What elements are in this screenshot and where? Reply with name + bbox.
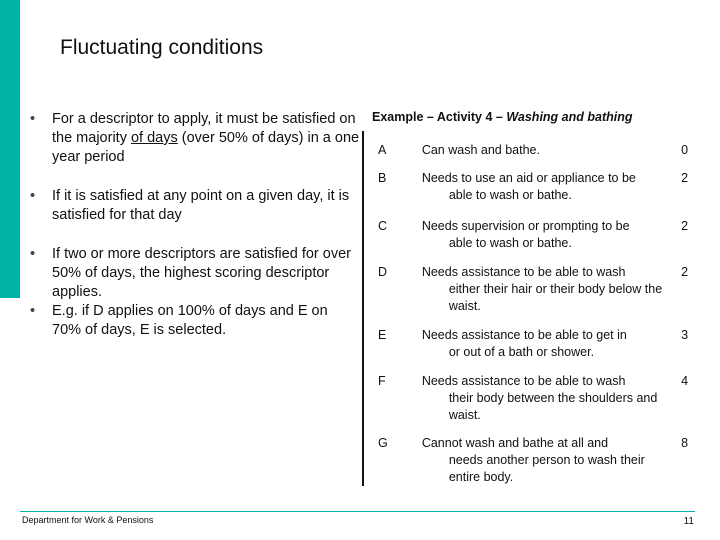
bullet-text: (over 50% of days) in a one year period — [52, 130, 360, 165]
descriptor-text-continuation: their body between the shoulders and waist. — [448, 391, 658, 422]
bullet-item — [30, 110, 360, 167]
descriptor-letter: B — [363, 159, 414, 207]
bullet-text: If two or more descriptors are satisfied for over 50% of days, the highest scoring descriptor applies. — [52, 246, 351, 300]
descriptor-text-first-line: Needs assistance to be able to wash — [421, 374, 626, 388]
footer-divider — [20, 511, 695, 512]
descriptor-row — [363, 131, 696, 159]
descriptor-text-first-line: Needs supervision or prompting to be — [421, 219, 630, 233]
descriptor-table — [362, 131, 696, 486]
descriptor-row — [363, 253, 696, 316]
descriptor-text — [414, 362, 673, 424]
descriptor-text — [414, 159, 673, 207]
descriptor-letter: C — [363, 207, 414, 253]
descriptor-text-first-line: Cannot wash and bathe at all and — [421, 436, 609, 450]
descriptor-row — [363, 424, 696, 486]
descriptor-letter: A — [363, 131, 414, 159]
descriptor-text-first-line: Needs to use an aid or appliance to be — [421, 171, 636, 185]
bullet-item — [30, 187, 360, 225]
descriptor-points: 0 — [681, 143, 689, 157]
descriptor-row — [363, 159, 696, 207]
descriptor-points: 2 — [681, 171, 689, 185]
descriptor-text-continuation: needs another person to wash their entire body. — [448, 453, 645, 484]
descriptor-text — [414, 424, 673, 486]
descriptor-letter: D — [363, 253, 414, 316]
descriptor-text-first-line: Can wash and bathe. — [421, 143, 540, 157]
descriptor-row — [363, 362, 696, 424]
descriptor-text — [414, 207, 673, 253]
page-number: 11 — [683, 516, 694, 527]
descriptor-text-first-line: Needs assistance to be able to wash — [421, 265, 626, 279]
descriptor-text — [414, 253, 673, 316]
bullet-list — [30, 110, 360, 340]
bullet-item — [30, 245, 360, 302]
example-title — [372, 110, 632, 124]
descriptor-points: 3 — [681, 328, 689, 342]
footer-department: Department for Work & Pensions — [22, 515, 154, 525]
descriptor-text — [414, 316, 673, 362]
descriptor-letter: E — [363, 316, 414, 362]
descriptor-points: 8 — [681, 436, 689, 450]
descriptor-points: 2 — [681, 265, 689, 279]
descriptor-text-continuation: able to wash or bathe. — [448, 236, 572, 250]
descriptor-text — [414, 131, 673, 159]
descriptor-row — [363, 207, 696, 253]
descriptor-text-continuation: or out of a bath or shower. — [448, 345, 595, 359]
descriptor-points: 4 — [681, 374, 689, 388]
descriptor-letter: G — [363, 424, 414, 486]
accent-bar — [0, 0, 20, 298]
bullet-text: For a descriptor to apply, it must be satisfied on the majority — [52, 111, 356, 146]
descriptor-row — [363, 316, 696, 362]
descriptor-text-continuation: able to wash or bathe. — [448, 188, 572, 202]
descriptor-points: 2 — [681, 219, 689, 233]
example-title-activity: Washing and bathing — [506, 110, 633, 124]
descriptor-text-first-line: Needs assistance to be able to get in — [421, 328, 627, 342]
bullet-item — [30, 302, 360, 340]
example-title-prefix: Example – Activity 4 – — [372, 110, 507, 124]
slide-title: Fluctuating conditions — [60, 36, 264, 59]
bullet-text: E.g. if D applies on 100% of days and E on 70% of days, E is selected. — [52, 303, 328, 338]
bullet-underline-text: of days — [130, 130, 178, 146]
descriptor-letter: F — [363, 362, 414, 424]
bullet-text: If it is satisfied at any point on a given day, it is satisfied for that day — [52, 188, 350, 223]
descriptor-text-continuation: either their hair or their body below the waist. — [448, 282, 663, 313]
